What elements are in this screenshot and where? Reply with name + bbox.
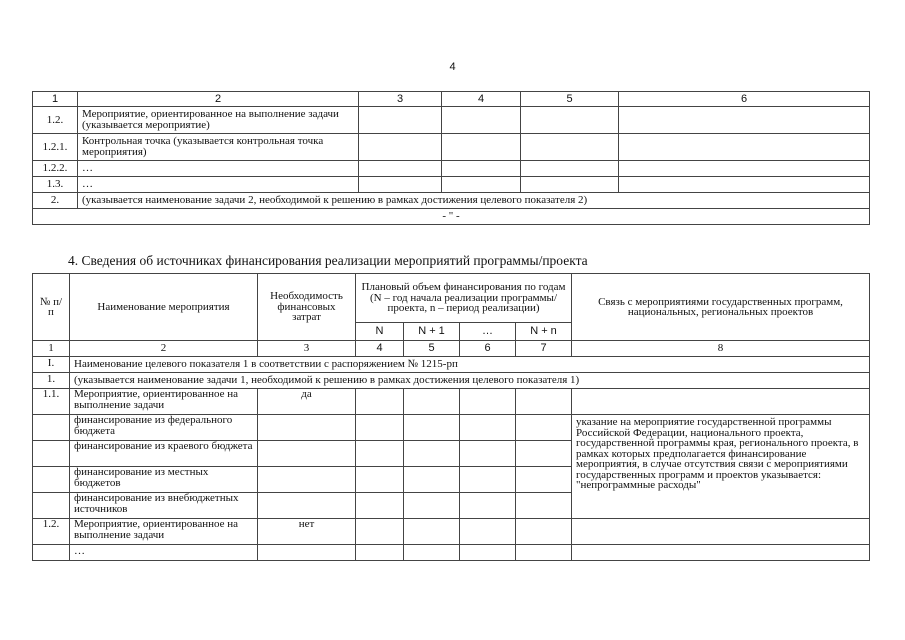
column-number: 7 (516, 341, 572, 357)
activities-table (32, 91, 870, 225)
column-number: 4 (356, 341, 404, 357)
header-year: N + n (516, 323, 572, 341)
table-row (33, 161, 870, 177)
row-text: (указывается наименование задачи 2, необходимой к решению в рамках достижения целевого показателя 2) (78, 193, 870, 209)
row-text: Мероприятие, ориентированное на выполнение задачи (указывается мероприятие) (78, 107, 359, 134)
separator-row (33, 209, 870, 225)
table-header-row (33, 274, 870, 323)
header-cell: 2 (78, 92, 359, 107)
row-number: 2. (33, 193, 78, 209)
column-number: 1 (33, 341, 70, 357)
ellipsis-cell: … (70, 545, 258, 561)
activity-row (33, 519, 870, 545)
column-number: 6 (460, 341, 516, 357)
header-cell: 1 (33, 92, 78, 107)
source-name: финансирование из федерального бюджета (70, 415, 258, 441)
table-row (33, 134, 870, 161)
column-number: 2 (70, 341, 258, 357)
row-number: 1.2. (33, 519, 70, 545)
column-number: 3 (258, 341, 356, 357)
source-name: финансирование из внебюджетных источников (70, 493, 258, 519)
header-cell: 3 (359, 92, 442, 107)
source-name: финансирование из местных бюджетов (70, 467, 258, 493)
header-year: … (460, 323, 516, 341)
row-number: 1.3. (33, 177, 78, 193)
separator-text: - " - (33, 209, 870, 225)
row-text: (указывается наименование задачи 1, необходимой к решению в рамках достижения целевого показателя 1) (70, 373, 870, 389)
link-note: указание на мероприятие государственной программы Российской Федерации, национального проекта, государственной программы края, регионального проекта, в рамках которых предполагается финансирование мероприятия, в случае отсутствия связи с мероприятиями государственных программ и проектов указывается: "непрограммные расходы" (572, 415, 870, 519)
row-number: 1.2. (33, 107, 78, 134)
table-row (33, 193, 870, 209)
header-num: № п/п (33, 274, 70, 341)
table-header-row (33, 92, 870, 107)
row-text: Наименование целевого показателя 1 в соответствии с распоряжением № 1215-рп (70, 357, 870, 373)
row-number: 1.2.2. (33, 161, 78, 177)
activity-name: Мероприятие, ориентированное на выполнение задачи (70, 389, 258, 415)
row-number: 1.2.1. (33, 134, 78, 161)
table-row (33, 177, 870, 193)
column-number: 8 (572, 341, 870, 357)
task-row (33, 373, 870, 389)
column-numbers-row (33, 341, 870, 357)
row-number: 1.1. (33, 389, 70, 415)
table-row (33, 107, 870, 134)
need-value: нет (258, 519, 356, 545)
table-row (33, 545, 870, 561)
header-year: N + 1 (404, 323, 460, 341)
page-number: 4 (449, 61, 456, 73)
row-text: … (78, 177, 359, 193)
need-value: да (258, 389, 356, 415)
header-need: Необходимость финансовых затрат (258, 274, 356, 341)
row-text: Контрольная точка (указывается контрольная точка мероприятия) (78, 134, 359, 161)
financing-table (32, 273, 870, 561)
header-name: Наименование мероприятия (70, 274, 258, 341)
row-number: I. (33, 357, 70, 373)
row-text: … (78, 161, 359, 177)
activity-row (33, 389, 870, 415)
activity-name: Мероприятие, ориентированное на выполнение задачи (70, 519, 258, 545)
header-cell: 6 (619, 92, 870, 107)
section-title: 4. Сведения об источниках финансирования реализации мероприятий программы/проекта (68, 253, 588, 268)
header-year: N (356, 323, 404, 341)
header-cell: 4 (442, 92, 521, 107)
row-number: 1. (33, 373, 70, 389)
source-row (33, 415, 870, 441)
target-row (33, 357, 870, 373)
header-plan: Плановый объем финансирования по годам (N – год начала реализации программы/проекта, n – период реализации) (356, 274, 572, 323)
header-link: Связь с мероприятиями государственных программ, национальных, региональных проектов (572, 274, 870, 341)
column-number: 5 (404, 341, 460, 357)
source-name: финансирование из краевого бюджета (70, 441, 258, 467)
header-cell: 5 (521, 92, 619, 107)
